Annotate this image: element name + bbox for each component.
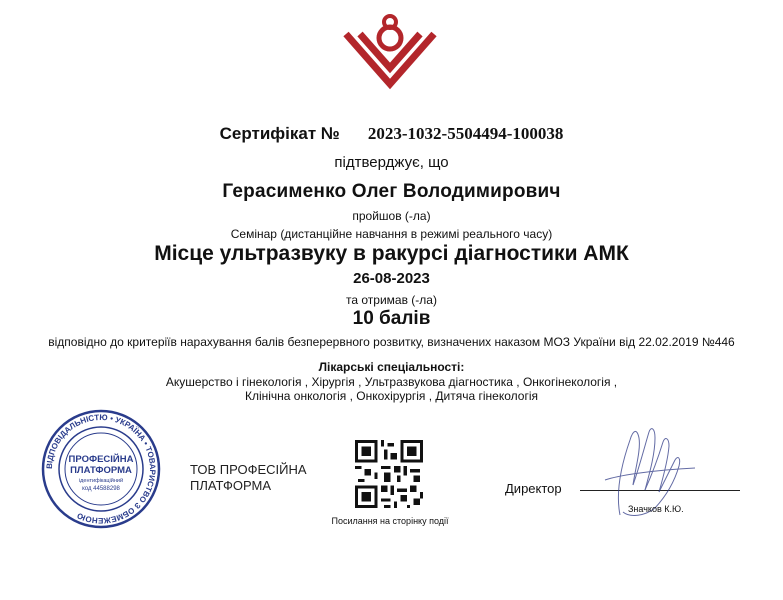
stamp-code: код 44588298 [82,486,120,492]
stamp-outer-text: ВІДПОВІДАЛЬНІСТЮ • УКРАЇНА • ТОВАРИСТВО З ОБМЕЖЕНОЮ [44,412,158,526]
company-stamp [40,408,162,530]
specialties-list-line2: Клінічна онкологія , Онкохірургія , Дитяча гінекологія [244,389,539,403]
certificate-number: 2023-1032-5504494-100038 [367,124,564,143]
specialties-title: Лікарські спеціальності: [318,360,465,374]
director-label: Директор [505,481,562,496]
event-title: Місце ультразвуку в ракурсі діагностики АМК [154,242,629,265]
stamp-center-line1: ПРОФЕСІЙНА [68,454,134,465]
certificate-label: Сертифікат № [219,124,340,143]
points-awarded: 10 балів [352,308,431,329]
criteria-text: відповідно до критеріїв нарахування балів безперервного розвитку, визначених наказом МОЗ України від 22.02.2019 №446 [48,335,735,349]
received-text: та отримав (-ла) [346,293,437,307]
event-type: Семінар (дистанційне навчання в режимі реального часу) [230,227,553,241]
recipient-name: Герасименко Олег Володимирович [222,181,561,202]
organization-logo [340,14,440,94]
confirms-text: підтверджує, що [334,154,449,171]
event-date: 26-08-2023 [353,270,430,287]
organization-name-line1: ТОВ ПРОФЕСІЙНА [190,462,307,477]
event-qr-code[interactable] [355,440,423,508]
certificate-number-line [0,124,783,144]
qr-caption: Посилання на сторінку події [331,516,449,526]
organization-name-line2: ПЛАТФОРМА [190,478,272,493]
completed-text: пройшов (-ла) [352,209,431,223]
director-name: Значков К.Ю. [628,504,684,514]
stamp-center-line2: ПЛАТФОРМА [70,465,132,476]
organization-name [190,462,330,494]
specialties-list-line1: Акушерство і гінекологія , Хірургія , Ультразвукова діагностика , Онкогінекологія , [165,375,618,389]
stamp-ident-text: ідентифікаційний [78,478,124,484]
